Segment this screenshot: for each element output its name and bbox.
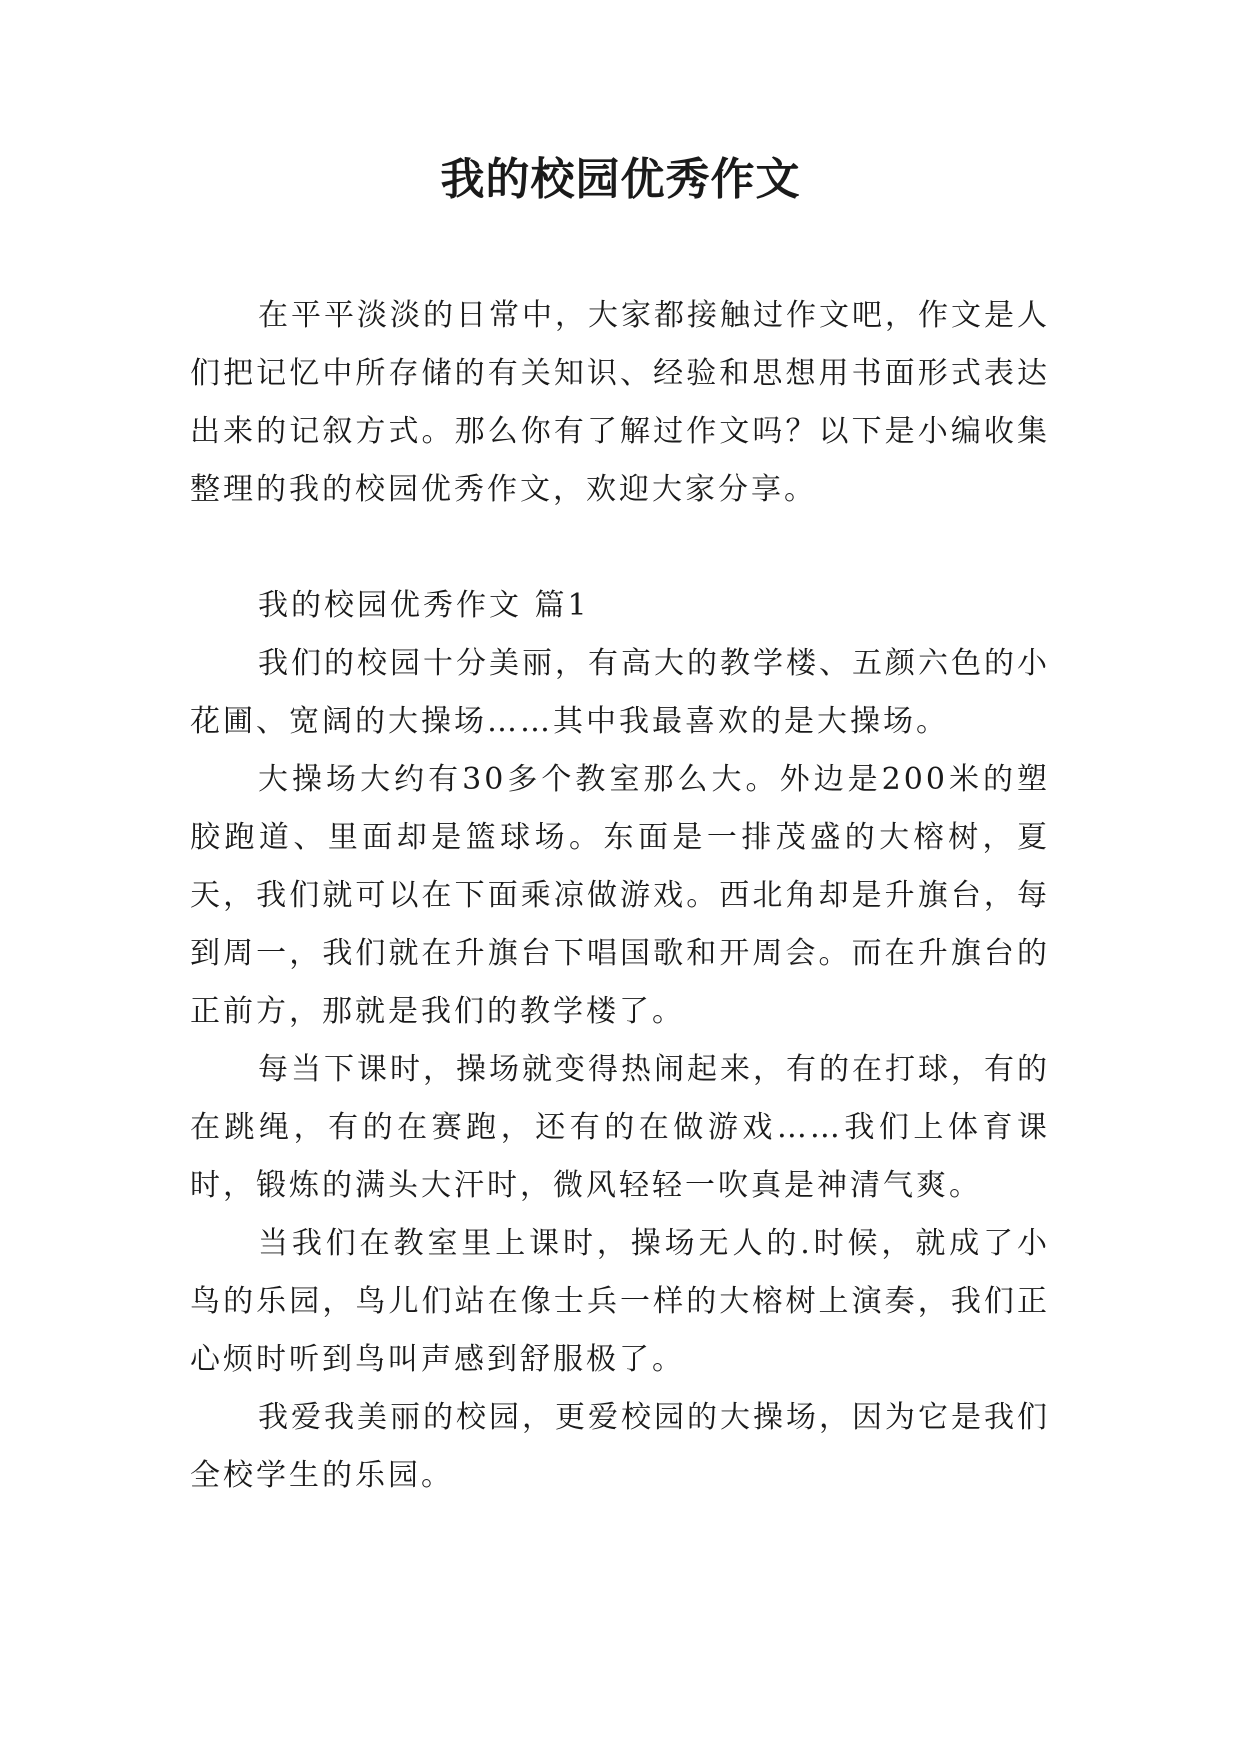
paragraph-3: 每当下课时，操场就变得热闹起来，有的在打球，有的在跳绳，有的在赛跑，还有的在做游戏……我们上体育课时，锻炼的满头大汗时，微风轻轻一吹真是神清气爽。 [190,1052,1050,1203]
section-heading: 我的校园优秀作文 篇1 [258,588,590,623]
paragraph-2: 大操场大约有30多个教室那么大。外边是200米的塑胶跑道、里面却是篮球场。东面是一排茂盛的大榕树，夏天，我们就可以在下面乘凉做游戏。西北角却是升旗台，每到周一，我们就在升旗台下唱国歌和开周会。而在升旗台的正前方，那就是我们的教学楼了。 [190,762,1050,1029]
intro-paragraph: 在平平淡淡的日常中，大家都接触过作文吧，作文是人们把记忆中所存储的有关知识、经验和思想用书面形式表达出来的记叙方式。那么你有了解过作文吗？以下是小编收集整理的我的校园优秀作文，欢迎大家分享。 [190,298,1050,507]
paragraph-4: 当我们在教室里上课时，操场无人的.时候，就成了小鸟的乐园，鸟儿们站在像士兵一样的大榕树上演奏，我们正心烦时听到鸟叫声感到舒服极了。 [190,1226,1050,1377]
document-title: 我的校园优秀作文 [440,154,801,205]
paragraph-5: 我爱我美丽的校园，更爱校园的大操场，因为它是我们全校学生的乐园。 [190,1400,1050,1493]
paragraph-1: 我们的校园十分美丽，有高大的教学楼、五颜六色的小花圃、宽阔的大操场……其中我最喜欢的是大操场。 [190,646,1050,739]
